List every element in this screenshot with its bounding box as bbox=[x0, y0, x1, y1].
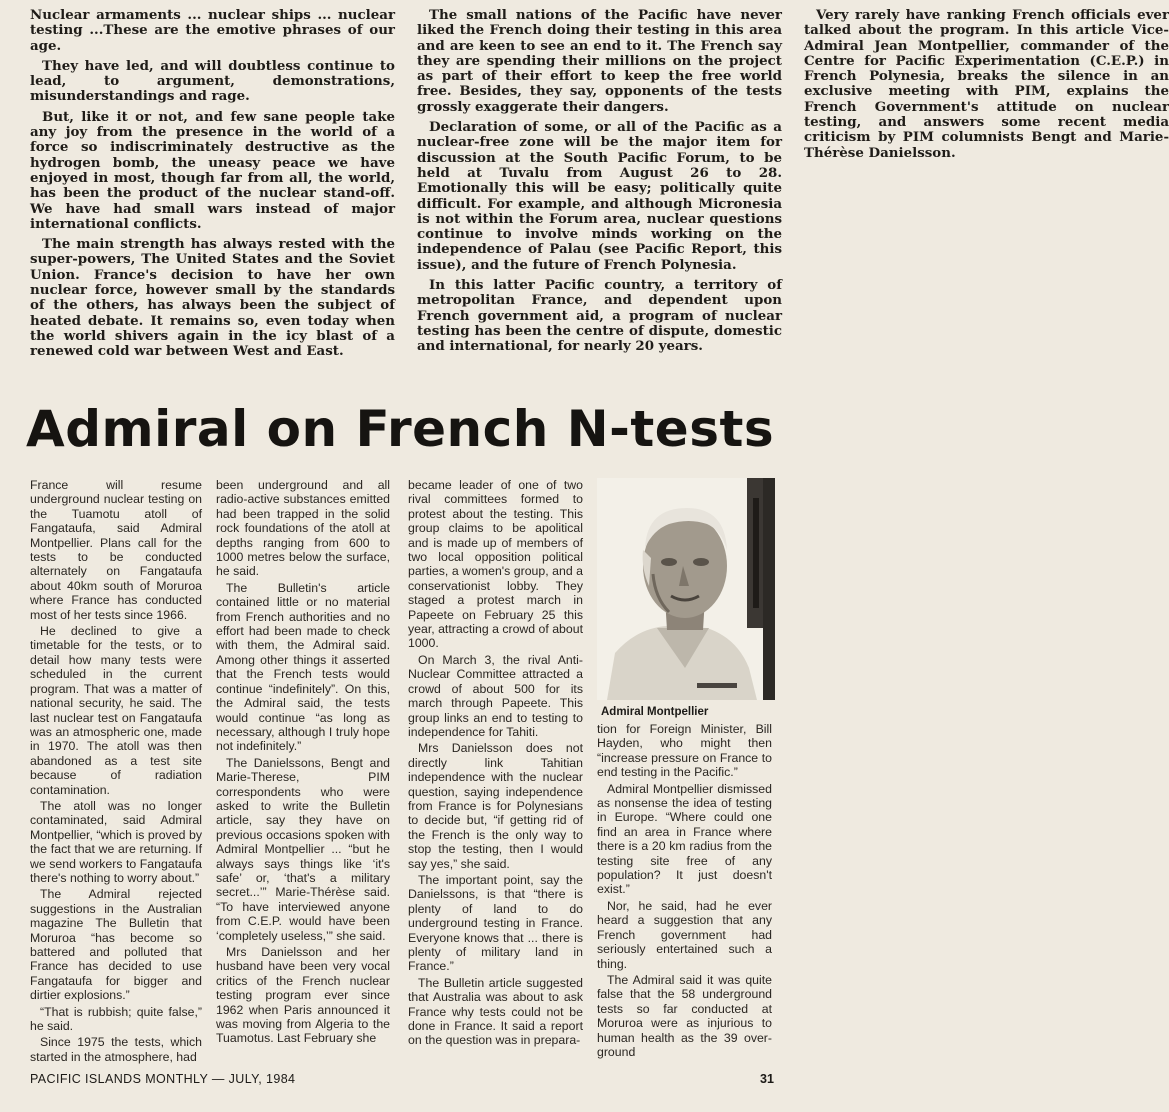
body-paragraph: The important point, say the Danielssons, is that “there is plenty of land to do underground testing in France. Everyone knows that ... there is plenty of military land in France.” bbox=[408, 872, 583, 974]
body-paragraph: France will resume underground nuclear testing on the Tuamotu atoll of Fangataufa, said Admiral Montpellier. Plans call for the tests to be conducted alternately on Fangataufa about 40km south of Moruroa where France has conducted most of her tests since 1966. bbox=[30, 478, 202, 622]
publication-footer: PACIFIC ISLANDS MONTHLY — JULY, 1984 bbox=[30, 1072, 296, 1086]
intro-paragraph: The main strength has always rested with the super-powers, The United States and the Soviet Union. France's decision to have her own nuclear force, however small by the standards of the others, has always been the subject of heated debate. It remains so, even today when the world shivers again in the icy blast of a renewed cold war between West and East. bbox=[30, 236, 395, 360]
intro-paragraph: But, like it or not, and few sane people take any joy from the presence in the world of a force so indiscriminately destructive as the hydrogen bomb, the uneasy peace we have enjoyed in most, though far from all, the world, has been the product of the nuclear stand-off. We have had small wars instead of major international conflicts. bbox=[30, 108, 395, 232]
photo-caption: Admiral Montpellier bbox=[601, 706, 709, 718]
body-paragraph: Since 1975 the tests, which started in the atmosphere, had bbox=[30, 1035, 202, 1064]
page-number: 31 bbox=[760, 1072, 774, 1086]
body-paragraph: The Bulletin article suggested that Australia was about to ask France why tests could not be done in France. It said a report on the question was in prepara- bbox=[408, 975, 583, 1048]
admiral-photo bbox=[597, 478, 775, 700]
body-paragraph: Mrs Danielsson and her husband have been very vocal critics of the French nuclear testing program ever since 1962 when Paris announced it was moving from Algeria to the Tuamotus. Last February she bbox=[216, 945, 390, 1046]
intro-paragraph: The small nations of the Pacific have never liked the French doing their testing in this area and are keen to see an end to it. The French say they are spending their millions on the project as part of their effort to keep the free world free. Besides, they say, opponents of the tests grossly exaggerate their dangers. bbox=[417, 7, 782, 115]
intro-paragraph: Declaration of some, or all of the Pacific as a nuclear-free zone will be the major item for discussion at the South Pacific Forum, to be held at Tuvalu from August 26 to 28. Emotionally this will be easy; politically quite difficult. For example, and although Micronesia is not within the Forum area, nuclear questions continue to involve minds working on the independence of Palau (see Pacific Report, this issue), and the future of French Polynesia. bbox=[417, 119, 782, 273]
body-paragraph: The Danielssons, Bengt and Marie-Therese, PIM correspondents who were asked to write the Bulletin article, say they have on previous occasions spoken with Admiral Montpellier ... “but he always says things like ‘it's safe’ or, ‘that's a military secret...’” Marie-Thérèse said. “To have interviewed anyone from C.E.P. would have been ‘completely useless,’” she said. bbox=[216, 755, 390, 943]
body-column-3 bbox=[408, 478, 583, 1053]
body-column-4 bbox=[597, 722, 772, 1057]
body-column-1 bbox=[30, 478, 202, 1064]
body-paragraph: “That is rubbish; quite false,” he said. bbox=[30, 1004, 202, 1034]
article-headline: Admiral on French N-tests bbox=[26, 400, 775, 458]
body-paragraph: The Admiral rejected suggestions in the Australian magazine The Bulletin that Moruroa “has become so battered and polluted that France has decided to use Fangataufa for bigger and dirtier explosions.” bbox=[30, 887, 202, 1003]
body-paragraph: The atoll was no longer contaminated, said Admiral Montpellier, “which is proved by the fact that we are returning. If we send workers to Fangataufa there's nothing to worry about.” bbox=[30, 798, 202, 885]
body-paragraph: The Bulletin's article contained little or no material from French authorities and no effort had been made to check with them, the Admiral said. Among other things it asserted that the French tests would continue “indefinitely”. On this, the Admiral said, the tests would continue “as long as necessary, although I truly hope not indefinitely.” bbox=[216, 580, 390, 754]
intro-paragraph: Very rarely have ranking French officials ever talked about the program. In this article Vice-Admiral Jean Montpellier, commander of the Centre for Pacific Experimentation (C.E.P.) in French Polynesia, breaks the silence in an exclusive meeting with PIM, explains the French Government's attitude on nuclear testing, and answers some recent media criticism by PIM columnists Bengt and Marie-Thérèse Danielsson. bbox=[804, 7, 1169, 161]
body-paragraph: tion for Foreign Minister, Bill Hayden, who might then “increase pressure on France to end testing in the Pacific.” bbox=[597, 722, 772, 780]
body-paragraph: The Admiral said it was quite false that the 58 underground tests so far conducted at Moruroa were as injurious to human health as the 39 over-ground bbox=[597, 972, 772, 1059]
body-paragraph: Mrs Danielsson does not directly link Tahitian independence with the nuclear question, saying independence from France is for Polynesians to decide but, “if getting rid of the French is the only way to stop the testing, then I would say yes,” she said. bbox=[408, 741, 583, 871]
body-paragraph: been underground and all radio-active substances emitted had been trapped in the solid rock foundations of the atoll at depths ranging from 600 to 1000 metres below the surface, he said. bbox=[216, 478, 390, 579]
portrait-image bbox=[597, 478, 775, 700]
body-paragraph: He declined to give a timetable for the tests, or to detail how many tests were scheduled in the current program. That was a matter of national security, he said. The last nuclear test on Fangataufa was an atmospheric one, made in 1970. The atoll was then abandoned as a test site because of radiation contamination. bbox=[30, 624, 202, 797]
intro-paragraph: They have led, and will doubtless continue to lead, to argument, demonstrations, misunderstandings and rage. bbox=[30, 57, 395, 105]
body-paragraph: On March 3, the rival Anti-Nuclear Committee attracted a crowd of about 500 for its march through Papeete. This group links an end to testing to independence for Tahiti. bbox=[408, 652, 583, 739]
intro-text bbox=[30, 7, 1169, 383]
body-paragraph: became leader of one of two rival committees formed to protest about the testing. This group claims to be apolitical and is made up of members of two local opposition political parties, a women's group, and a conservationist lobby. They staged a protest march in Papeete on February 25 this year, attracting a crowd of about 1000. bbox=[408, 478, 583, 651]
intro-paragraph: Nuclear armaments ... nuclear ships ... nuclear testing ...These are the emotive phrases of our age. bbox=[30, 7, 395, 54]
body-paragraph: Nor, he said, had he ever heard a suggestion that any French government had seriously entertained such a thing. bbox=[597, 898, 772, 971]
body-column-2 bbox=[216, 478, 390, 1053]
body-paragraph: Admiral Montpellier dismissed as nonsense the idea of testing in Europe. “Where could one find an area in France where there is a 20 km radius from the testing site free of any population? It just doesn't exist.” bbox=[597, 781, 772, 897]
intro-paragraph: In this latter Pacific country, a territory of metropolitan France, and dependent upon French government aid, a program of nuclear testing has been the centre of dispute, domestic and international, for nearly 20 years. bbox=[417, 277, 782, 355]
